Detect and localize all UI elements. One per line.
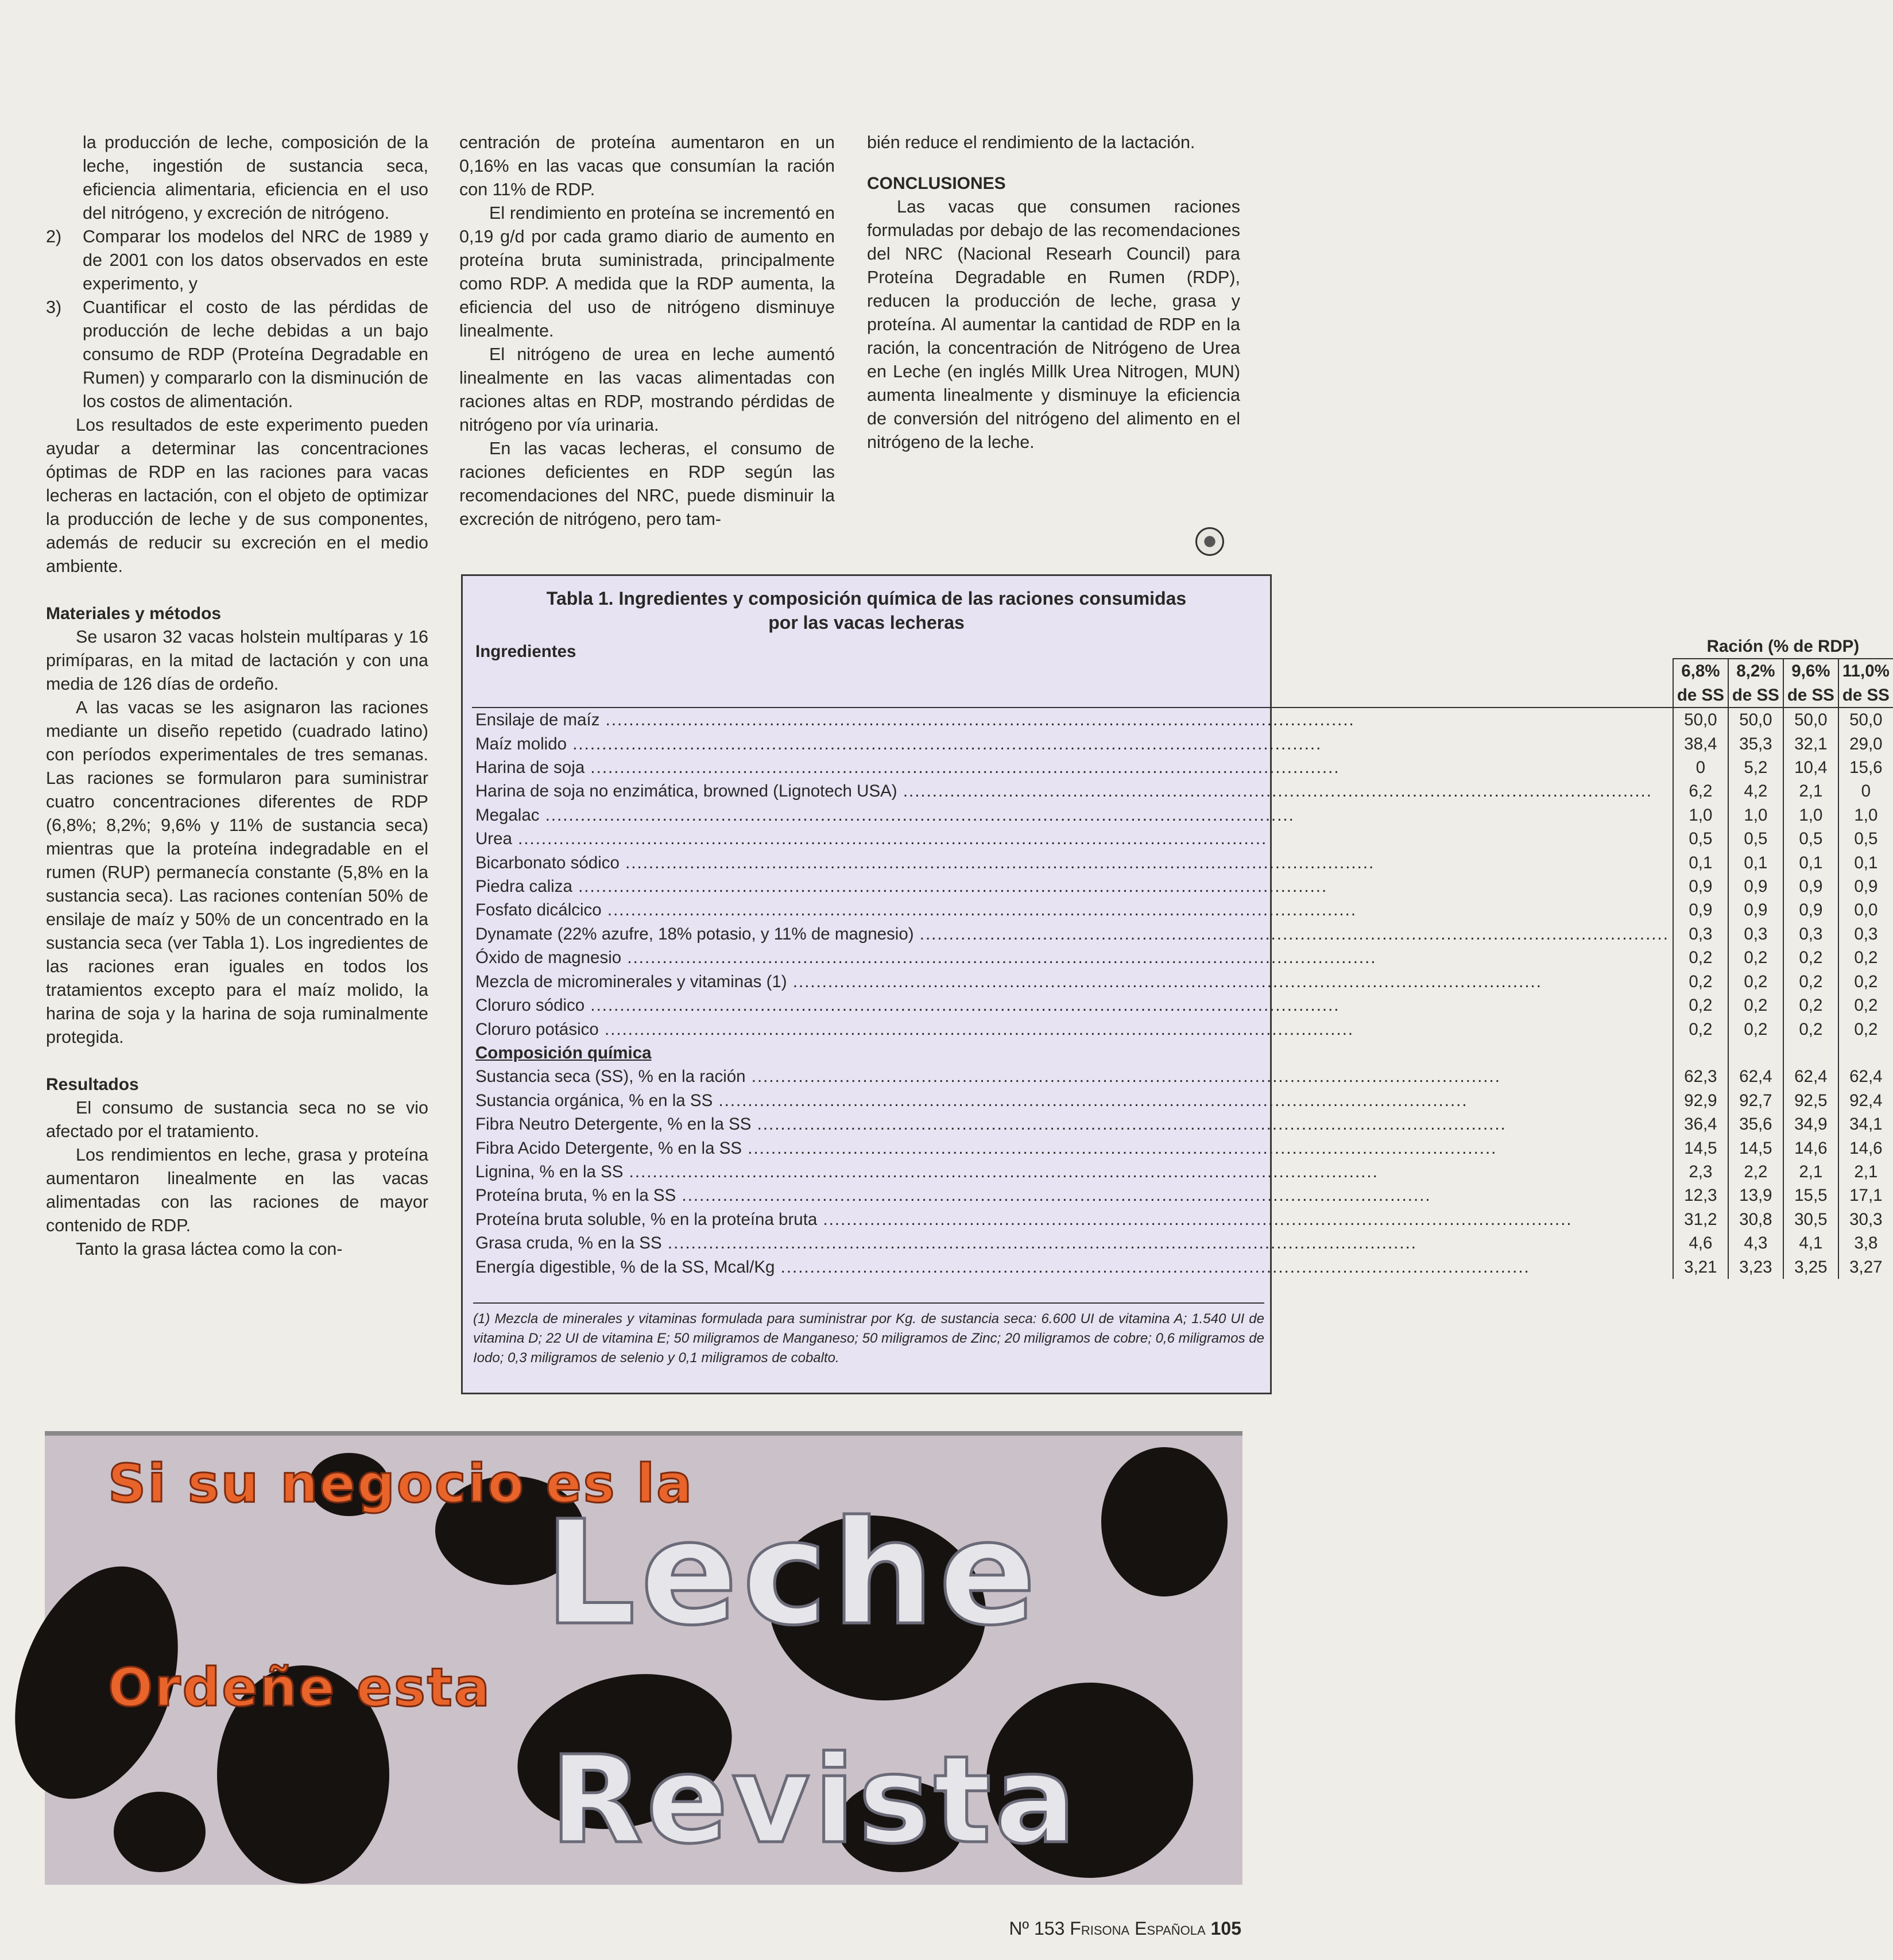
row-value: 30,5 bbox=[1783, 1208, 1838, 1231]
table-row bbox=[472, 970, 1893, 993]
row-value: 0,2 bbox=[1838, 1018, 1893, 1041]
table-row bbox=[472, 779, 1893, 803]
row-value: 0,1 bbox=[1783, 851, 1838, 875]
paragraph: bién reduce el rendimiento de la lactación. bbox=[867, 133, 1195, 152]
row-label: Proteína bruta, % en la SS ..... bbox=[475, 1186, 1431, 1205]
row-value: 2,1 bbox=[1783, 779, 1838, 803]
row-label: Maíz molido ..... bbox=[475, 734, 1322, 753]
row-value: 0,9 bbox=[1673, 875, 1728, 898]
row-value: 0,2 bbox=[1783, 993, 1838, 1017]
row-value: 5,2 bbox=[1728, 756, 1783, 779]
row-value: 3,25 bbox=[1783, 1255, 1838, 1279]
row-value: 6,2 bbox=[1673, 779, 1728, 803]
row-value: 2,2 bbox=[1728, 1160, 1783, 1184]
intro-text: la producción de leche, composición de la leche, ingestión de sustancia seca, eficiencia alimentaria, eficiencia en el uso del nitrógeno, y excreción de nitrógeno. bbox=[83, 133, 428, 223]
row-label: Sustancia orgánica, % en la SS ..... bbox=[475, 1091, 1468, 1110]
row-value: 0,2 bbox=[1728, 970, 1783, 993]
row-value: 34,1 bbox=[1838, 1112, 1893, 1136]
row-value: 32,1 bbox=[1783, 732, 1838, 756]
row-value: 0 bbox=[1673, 756, 1728, 779]
row-value: 0,1 bbox=[1838, 851, 1893, 875]
row-value: 31,2 bbox=[1673, 1208, 1728, 1231]
objectives-list bbox=[46, 225, 428, 413]
paragraph: Se usaron 32 vacas holstein multíparas y 16 primíparas, en la mitad de lactación y con una media de 126 días de ordeño. bbox=[46, 627, 428, 694]
ration-group-header: Ración (% de RDP) bbox=[1673, 635, 1893, 659]
table-row bbox=[472, 708, 1893, 732]
column-header: 11,0% bbox=[1838, 659, 1893, 683]
section-heading-methods: Materiales y métodos bbox=[46, 604, 222, 623]
section-heading-results: Resultados bbox=[46, 1075, 139, 1094]
paragraph: El nitrógeno de urea en leche aumentó linealmente en las vacas alimentadas con raciones altas en RDP, mostrando pérdidas de nitrógeno por vía urinaria. bbox=[459, 345, 835, 435]
table-row bbox=[472, 922, 1893, 946]
table-row bbox=[472, 1136, 1893, 1160]
list-number: 3) bbox=[46, 297, 62, 317]
row-value: 12,3 bbox=[1673, 1184, 1728, 1207]
table-row bbox=[472, 827, 1893, 851]
row-value: 2,3 bbox=[1673, 1160, 1728, 1184]
table-title bbox=[463, 586, 1270, 635]
row-label: Grasa cruda, % en la SS ..... bbox=[475, 1234, 1417, 1252]
ingredients-table bbox=[472, 635, 1893, 1279]
row-value: 0,9 bbox=[1783, 898, 1838, 922]
row-label: Energía digestible, % de la SS, Mcal/Kg ..... bbox=[475, 1258, 1530, 1277]
row-label: Cloruro sódico ..... bbox=[475, 996, 1340, 1015]
table-title-line: por las vacas lecheras bbox=[768, 612, 965, 633]
paragraph: Tanto la grasa láctea como la con- bbox=[76, 1239, 343, 1259]
row-value: 1,0 bbox=[1728, 803, 1783, 827]
row-value: 2,1 bbox=[1838, 1160, 1893, 1184]
table-row bbox=[472, 851, 1893, 875]
row-value: 0,2 bbox=[1728, 993, 1783, 1017]
table-1 bbox=[461, 574, 1890, 1394]
row-value: 35,6 bbox=[1728, 1112, 1783, 1136]
row-label: Sustancia seca (SS), % en la ración ..... bbox=[475, 1067, 1501, 1086]
row-value: 14,6 bbox=[1838, 1136, 1893, 1160]
list-text: Comparar los modelos del NRC de 1989 y de 2001 con los datos observados en este experimento, y bbox=[83, 227, 428, 293]
row-value: 0,5 bbox=[1838, 827, 1893, 851]
paragraph: A las vacas se les asignaron las raciones mediante un diseño repetido (cuadrado latino) con períodos experimentales de tres semanas. Las raciones se formularon para suministrar cuatro concentraciones diferentes de RDP (6,8%; 8,2%; 9,6% y 11% de sustancia seca) mientras que la proteína indegradable en el rumen (RUP) permanecía constante (5,8% en la sustancia seca). Las raciones contenían 50% de ensilaje de maíz y 50% de un concentrado en la sustancia seca (ver Tabla 1). Los ingredientes de las raciones eran iguales en todos los tratamientos excepto para el maíz molido, la harina de soja y la harina de soja ruminalmente protegida. bbox=[46, 698, 428, 1047]
row-value: 15,6 bbox=[1838, 756, 1893, 779]
row-value: 0,2 bbox=[1673, 993, 1728, 1017]
row-value: 92,5 bbox=[1783, 1089, 1838, 1112]
paragraph: Las vacas que consumen raciones formuladas por debajo de las recomendaciones del NRC (Nacional Researh Council) para Proteína Degradable en Rumen (RDP), reducen la producción de leche, grasa y proteína. Al aumentar la cantidad de RDP en la ración, la concentración de Nitrógeno de Urea en Leche (en inglés Millk Urea Nitrogen, MUN) aumenta linealmente y disminuye la eficiencia de conversión del nitrógeno del alimento en el nitrógeno de la leche. bbox=[867, 197, 1240, 452]
issue-number: Nº 153 bbox=[1009, 1918, 1065, 1939]
row-value: 62,4 bbox=[1728, 1065, 1783, 1088]
paragraph: centración de proteína aumentaron en un 0,16% en las vacas que consumían la ración con 11% de RDP. bbox=[459, 133, 835, 199]
row-label: Dynamate (22% azufre, 18% potasio, y 11% de magnesio) ..... bbox=[475, 925, 1669, 944]
row-value: 0,1 bbox=[1728, 851, 1783, 875]
row-value: 0,3 bbox=[1728, 922, 1783, 946]
page-number: 105 bbox=[1210, 1918, 1241, 1939]
row-value: 3,21 bbox=[1673, 1255, 1728, 1279]
list-text: Cuantificar el costo de las pérdidas de producción de leche debidas a un bajo consumo de RDP (Proteína Degradable en Rumen) y compararlo con la disminución de los costos de alimentación. bbox=[83, 297, 428, 411]
paragraph: En las vacas lecheras, el consumo de raciones deficientes en RDP según las recomendaciones del NRC, puede disminuir la excreción de nitrógeno, pero tam- bbox=[459, 439, 835, 529]
row-value: 35,3 bbox=[1728, 732, 1783, 756]
row-value: 0,0 bbox=[1838, 898, 1893, 922]
table-row bbox=[472, 875, 1893, 898]
column-3 bbox=[867, 131, 1240, 454]
column-1 bbox=[46, 131, 428, 1261]
row-label: Proteína bruta soluble, % en la proteína bruta ..... bbox=[475, 1210, 1573, 1229]
row-label: Harina de soja no enzimática, browned (Lignotech USA) ..... bbox=[475, 782, 1652, 801]
row-value: 29,0 bbox=[1838, 732, 1893, 756]
row-label: Megalac ..... bbox=[475, 806, 1295, 825]
row-value: 30,8 bbox=[1728, 1208, 1783, 1231]
banner-line-4: Revista bbox=[550, 1730, 1080, 1870]
row-label: Piedra caliza ..... bbox=[475, 877, 1327, 896]
row-value: 1,0 bbox=[1838, 803, 1893, 827]
table-row bbox=[472, 1089, 1893, 1112]
row-value: 14,5 bbox=[1728, 1136, 1783, 1160]
row-label: Óxido de magnesio ..... bbox=[475, 948, 1376, 967]
paragraph: El rendimiento en proteína se incrementó en 0,19 g/d por cada gramo diario de aumento en proteína bruta suministrada, principalmente como RDP. A medida que la RDP aumenta, la eficiencia del uso de nitrógeno disminuye linealmente. bbox=[459, 203, 835, 341]
banner-line-1: Si su negocio es la bbox=[108, 1453, 694, 1514]
row-value: 0,9 bbox=[1673, 898, 1728, 922]
row-value: 1,0 bbox=[1783, 803, 1838, 827]
row-value: 62,3 bbox=[1673, 1065, 1728, 1088]
row-value: 36,4 bbox=[1673, 1112, 1728, 1136]
table-row bbox=[472, 756, 1893, 779]
table-row bbox=[472, 1160, 1893, 1184]
column-subheader: de SS bbox=[1673, 683, 1728, 708]
row-value: 62,4 bbox=[1783, 1065, 1838, 1088]
row-value: 0 bbox=[1838, 779, 1893, 803]
row-value: 4,3 bbox=[1728, 1231, 1783, 1255]
row-value: 0,2 bbox=[1783, 946, 1838, 969]
table-footnote: (1) Mezcla de minerales y vitaminas formulada para suministrar por Kg. de sustancia seca: 6.600 UI de vitamina A; 1.540 UI de vitamina D; 22 UI de vitamina E; 50 miligramos de Manganeso; 50 miligramos de Zinc; 20 miligramos de cobre; 0,6 miligramos de Iodo; 0,3 miligramos de selenio y 0,1 miligramos de cobalto. bbox=[473, 1302, 1264, 1368]
row-value: 4,2 bbox=[1728, 779, 1783, 803]
row-value: 14,5 bbox=[1673, 1136, 1728, 1160]
table-row bbox=[472, 1065, 1893, 1088]
row-value: 50,0 bbox=[1673, 708, 1728, 732]
banner-line-3: Ordeñe esta bbox=[108, 1657, 491, 1718]
row-value: 34,9 bbox=[1783, 1112, 1838, 1136]
paragraph: Los resultados de este experimento pueden ayudar a determinar las concentraciones óptimas de RDP en las raciones para vacas lecheras en lactación, con el objeto de optimizar la producción de leche y de sus componentes, además de reducir su excreción en el medio ambiente. bbox=[46, 415, 428, 576]
row-value: 0,9 bbox=[1728, 875, 1783, 898]
row-value: 3,27 bbox=[1838, 1255, 1893, 1279]
row-value: 0,9 bbox=[1783, 875, 1838, 898]
row-value: 50,0 bbox=[1838, 708, 1893, 732]
row-value: 0,2 bbox=[1673, 1018, 1728, 1041]
row-value: 92,7 bbox=[1728, 1089, 1783, 1112]
row-label: Bicarbonato sódico ..... bbox=[475, 853, 1375, 872]
paragraph: Los rendimientos en leche, grasa y proteína aumentaron linealmente en las vacas alimentadas con las raciones de mayor contenido de RDP. bbox=[46, 1145, 428, 1235]
row-value: 0,5 bbox=[1783, 827, 1838, 851]
row-value: 1,0 bbox=[1673, 803, 1728, 827]
row-label: Cloruro potásico ..... bbox=[475, 1020, 1354, 1039]
row-value: 4,6 bbox=[1673, 1231, 1728, 1255]
banner-line-2: Leche bbox=[544, 1490, 1041, 1657]
row-value: 0,3 bbox=[1783, 922, 1838, 946]
row-label: Harina de soja ..... bbox=[475, 758, 1340, 777]
row-value: 17,1 bbox=[1838, 1184, 1893, 1207]
row-value: 0,9 bbox=[1728, 898, 1783, 922]
table-row bbox=[472, 1231, 1893, 1255]
cow-spot bbox=[114, 1792, 206, 1872]
table-row bbox=[472, 946, 1893, 969]
table-row bbox=[472, 732, 1893, 756]
list-item bbox=[46, 296, 428, 413]
row-label: Fibra Acido Detergente, % en la SS ..... bbox=[475, 1139, 1497, 1158]
row-value: 0,2 bbox=[1728, 946, 1783, 969]
row-value: 3,23 bbox=[1728, 1255, 1783, 1279]
row-value: 50,0 bbox=[1728, 708, 1783, 732]
column-subheader: de SS bbox=[1783, 683, 1838, 708]
row-value: 0,5 bbox=[1728, 827, 1783, 851]
row-value: 0,2 bbox=[1728, 1018, 1783, 1041]
row-value: 0,3 bbox=[1838, 922, 1893, 946]
table-title-line: Tabla 1. Ingredientes y composición química de las raciones consumidas bbox=[546, 588, 1187, 609]
row-value: 38,4 bbox=[1673, 732, 1728, 756]
row-value: 10,4 bbox=[1783, 756, 1838, 779]
list-number: 2) bbox=[46, 227, 62, 246]
publisher-seal-icon bbox=[1195, 527, 1224, 556]
row-value: 0,2 bbox=[1783, 1018, 1838, 1041]
table-row bbox=[472, 803, 1893, 827]
row-value: 0,2 bbox=[1838, 993, 1893, 1017]
row-value: 50,0 bbox=[1783, 708, 1838, 732]
row-value: 92,4 bbox=[1838, 1089, 1893, 1112]
column-header: 8,2% bbox=[1728, 659, 1783, 683]
row-label: Mezcla de microminerales y vitaminas (1) ..... bbox=[475, 972, 1542, 991]
row-value: 30,3 bbox=[1838, 1208, 1893, 1231]
row-value: 2,1 bbox=[1783, 1160, 1838, 1184]
ingredients-header: Ingredientes bbox=[475, 642, 576, 661]
publication-name: Frisona Española bbox=[1070, 1918, 1206, 1939]
cow-spot bbox=[1101, 1447, 1228, 1596]
row-value: 62,4 bbox=[1838, 1065, 1893, 1088]
row-value: 0,2 bbox=[1673, 946, 1728, 969]
column-subheader: de SS bbox=[1728, 683, 1783, 708]
row-value: 15,5 bbox=[1783, 1184, 1838, 1207]
row-value: 0,2 bbox=[1838, 946, 1893, 969]
row-value: 4,1 bbox=[1783, 1231, 1838, 1255]
advertisement-banner bbox=[45, 1431, 1242, 1885]
row-label: Urea ..... bbox=[475, 829, 1267, 848]
column-header: 6,8% bbox=[1673, 659, 1728, 683]
row-label: Ensilaje de maíz ..... bbox=[475, 710, 1355, 729]
column-subheader: de SS bbox=[1838, 683, 1893, 708]
row-value: 3,8 bbox=[1838, 1231, 1893, 1255]
table-row bbox=[472, 1018, 1893, 1041]
table-row bbox=[472, 1255, 1893, 1279]
row-value: 92,9 bbox=[1673, 1089, 1728, 1112]
row-label: Fosfato dicálcico ..... bbox=[475, 900, 1357, 919]
row-value: 14,6 bbox=[1783, 1136, 1838, 1160]
row-value: 0,2 bbox=[1838, 970, 1893, 993]
column-header: 9,6% bbox=[1783, 659, 1838, 683]
row-value: 0,9 bbox=[1838, 875, 1893, 898]
row-label: Fibra Neutro Detergente, % en la SS ..... bbox=[475, 1115, 1507, 1134]
row-value: 0,5 bbox=[1673, 827, 1728, 851]
section-heading-conclusions: CONCLUSIONES bbox=[867, 174, 1006, 193]
page-footer bbox=[1009, 1918, 1241, 1939]
table-row bbox=[472, 993, 1893, 1017]
table-row bbox=[472, 1112, 1893, 1136]
paragraph: El consumo de sustancia seca no se vio afectado por el tratamiento. bbox=[46, 1098, 428, 1141]
row-value: 0,2 bbox=[1783, 970, 1838, 993]
list-item bbox=[46, 225, 428, 296]
row-value: 0,1 bbox=[1673, 851, 1728, 875]
row-value: 0,3 bbox=[1673, 922, 1728, 946]
table-row bbox=[472, 898, 1893, 922]
row-label: Lignina, % en la SS ..... bbox=[475, 1162, 1379, 1181]
column-2 bbox=[459, 131, 835, 531]
row-value: 0,2 bbox=[1673, 970, 1728, 993]
section-heading-chem: Composición química bbox=[475, 1043, 652, 1062]
row-value: 13,9 bbox=[1728, 1184, 1783, 1207]
table-row bbox=[472, 1208, 1893, 1231]
table-row bbox=[472, 1184, 1893, 1207]
